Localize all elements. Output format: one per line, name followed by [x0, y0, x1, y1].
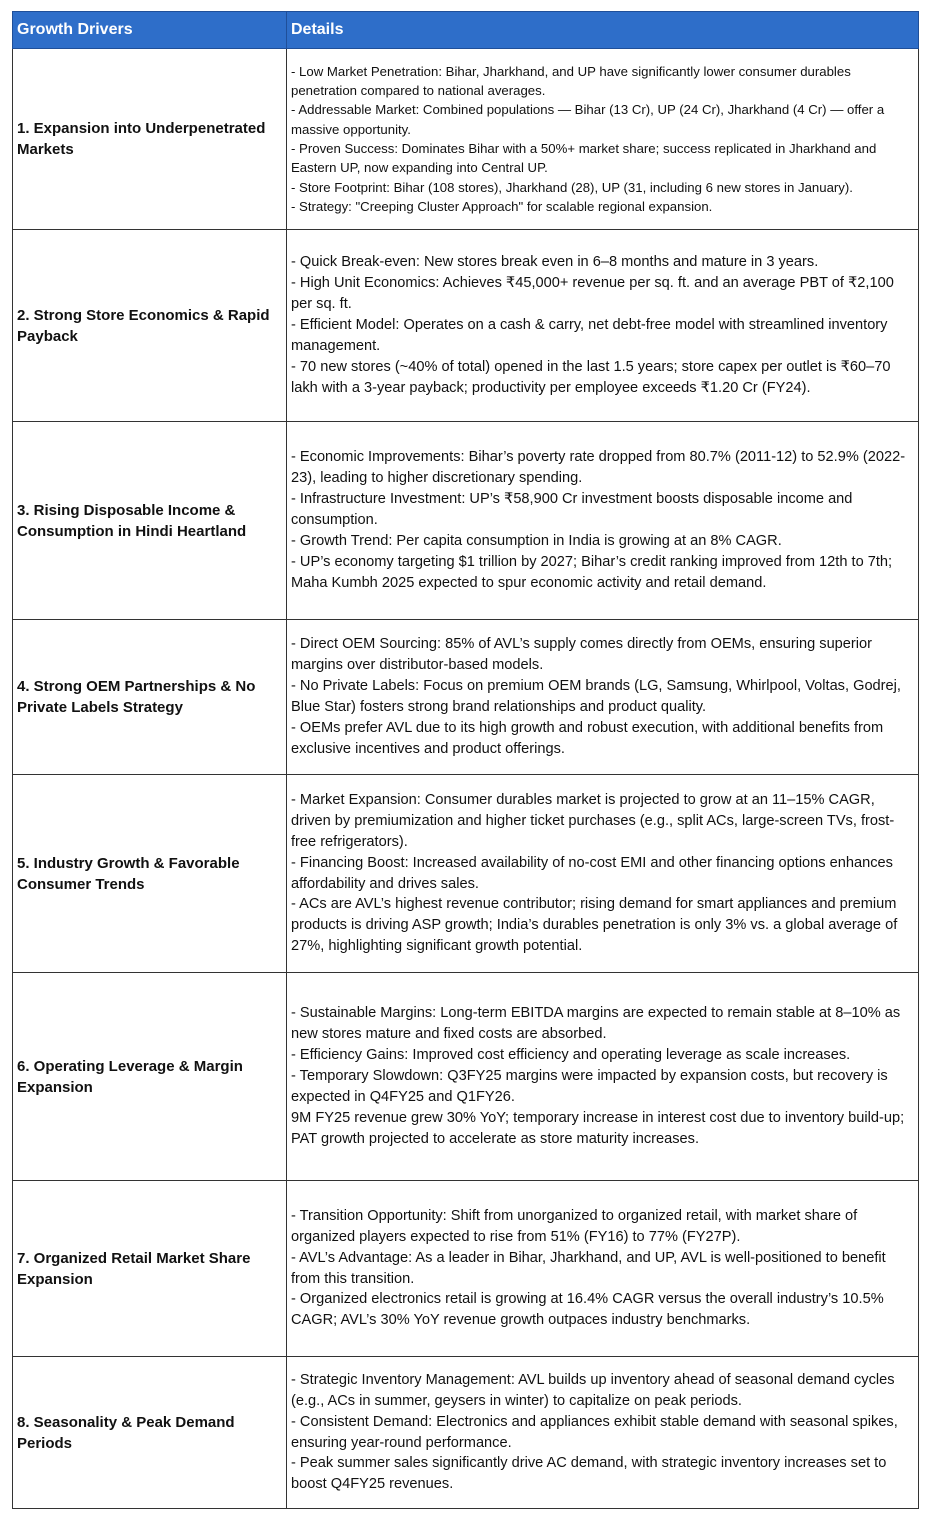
detail-point: - Financing Boost: Increased availability of no-cost EMI and other financing options enhances affordability and drives sales. — [291, 854, 893, 892]
detail-point: - No Private Labels: Focus on premium OEM brands (LG, Samsung, Whirlpool, Voltas, Godrej, Blue Star) fosters strong brand relationships and product quality. — [291, 678, 901, 715]
table-row — [13, 422, 919, 620]
table-row — [13, 1357, 919, 1509]
driver-cell: 3. Rising Disposable Income & Consumption in Hindi Heartland — [13, 422, 287, 620]
growth-drivers-table — [12, 11, 919, 1509]
driver-cell: 2. Strong Store Economics & Rapid Payback — [13, 230, 287, 422]
detail-point: - Growth Trend: Per capita consumption in India is growing at an 8% CAGR. — [291, 532, 782, 549]
detail-point: - Transition Opportunity: Shift from unorganized to organized retail, with market share of organized players expected to rise from 51% (FY16) to 77% (FY27P). — [291, 1207, 858, 1245]
detail-point: - Low Market Penetration: Bihar, Jharkhand, and UP have significantly lower consumer durables penetration compared to national averages. — [291, 63, 851, 99]
detail-point: - Consistent Demand: Electronics and appliances exhibit stable demand with seasonal spikes, ensuring year-round performance. — [291, 1413, 898, 1451]
driver-cell: 1. Expansion into Underpenetrated Markets — [13, 49, 287, 230]
driver-cell: 4. Strong OEM Partnerships & No Private Labels Strategy — [13, 620, 287, 775]
detail-point: - Organized electronics retail is growing at 16.4% CAGR versus the overall industry’s 10.5% CAGR; AVL’s 30% YoY revenue growth outpaces industry benchmarks. — [291, 1291, 884, 1329]
detail-point: - Proven Success: Dominates Bihar with a 50%+ market share; success replicated in Jharkhand and Eastern UP, now expanding into Central UP. — [291, 141, 877, 176]
table-row — [13, 620, 919, 775]
header-details: Details — [287, 12, 919, 49]
details-cell — [287, 422, 919, 620]
detail-point: - Store Footprint: Bihar (108 stores), Jharkhand (28), UP (31, including 6 new stores in January). — [291, 179, 853, 195]
driver-cell: 6. Operating Leverage & Margin Expansion — [13, 973, 287, 1181]
detail-point: - Strategy: "Creeping Cluster Approach" for scalable regional expansion. — [291, 198, 713, 214]
detail-point: - Efficiency Gains: Improved cost efficiency and operating leverage as scale increases. — [291, 1047, 851, 1064]
driver-cell: 5. Industry Growth & Favorable Consumer Trends — [13, 775, 287, 973]
detail-point: - Temporary Slowdown: Q3FY25 margins were impacted by expansion costs, but recovery is expected in Q4FY25 and Q1FY26. — [291, 1068, 888, 1105]
detail-point: - Sustainable Margins: Long-term EBITDA margins are expected to remain stable at 8–10% as new stores mature and fixed costs are absorbed. — [291, 1005, 901, 1043]
detail-point: - Market Expansion: Consumer durables market is projected to grow at an 11–15% CAGR, driven by premiumization and higher ticket purchases (e.g., split ACs, large-screen TVs, frost-free refrigerators). — [291, 791, 895, 850]
table-row — [13, 1181, 919, 1357]
table-row — [13, 49, 919, 230]
details-cell — [287, 1357, 919, 1509]
detail-point: - UP’s economy targeting $1 trillion by 2027; Bihar’s credit ranking improved from 12th to 7th; Maha Kumbh 2025 expected to spur economic activity and retail demand. — [291, 553, 893, 591]
detail-point: - Efficient Model: Operates on a cash & carry, net debt-free model with streamlined inventory management. — [291, 317, 888, 354]
detail-point: - Addressable Market: Combined populations — Bihar (13 Cr), UP (24 Cr), Jharkhand (4 Cr) — offer a massive opportunity. — [291, 102, 885, 137]
details-cell — [287, 49, 919, 230]
table-row — [13, 775, 919, 973]
details-cell — [287, 230, 919, 422]
detail-point: - High Unit Economics: Achieves ₹45,000+ revenue per sq. ft. and an average PBT of ₹2,100 per sq. ft. — [291, 275, 894, 313]
driver-cell: 7. Organized Retail Market Share Expansion — [13, 1181, 287, 1357]
details-cell — [287, 973, 919, 1181]
detail-point: - OEMs prefer AVL due to its high growth and robust execution, with additional benefits from exclusive incentives and product offerings. — [291, 719, 884, 757]
details-cell — [287, 775, 919, 973]
detail-point: - Economic Improvements: Bihar’s poverty rate dropped from 80.7% (2011-12) to 52.9% (2022-23), leading to higher discretionary spending. — [291, 449, 906, 487]
table-row — [13, 230, 919, 422]
detail-point: - Direct OEM Sourcing: 85% of AVL’s supply comes directly from OEMs, ensuring superior margins over distributor-based models. — [291, 636, 872, 674]
detail-point: - Strategic Inventory Management: AVL builds up inventory ahead of seasonal demand cycles (e.g., ACs in summer, geysers in winter) to capitalize on peak periods. — [291, 1371, 895, 1409]
header-row — [13, 12, 919, 49]
details-cell — [287, 620, 919, 775]
details-cell — [287, 1181, 919, 1357]
detail-point: - Quick Break-even: New stores break even in 6–8 months and mature in 3 years. — [291, 254, 819, 271]
detail-point: - ACs are AVL’s highest revenue contributor; rising demand for smart appliances and premium products is driving ASP growth; India’s durables penetration is only 3% vs. a global average of 27%, highlighting significant growth potential. — [291, 896, 898, 955]
detail-point: - 70 new stores (~40% of total) opened in the last 1.5 years; store capex per outlet is ₹60–70 lakh with a 3-year payback; productivity per employee exceeds ₹1.20 Cr (FY24). — [291, 358, 891, 396]
detail-point: - Peak summer sales significantly drive AC demand, with strategic inventory increases set to boost Q4FY25 revenues. — [291, 1455, 887, 1493]
header-growth-drivers: Growth Drivers — [13, 12, 287, 49]
driver-cell: 8. Seasonality & Peak Demand Periods — [13, 1357, 287, 1509]
detail-point: - AVL’s Advantage: As a leader in Bihar, Jharkhand, and UP, AVL is well-positioned to benefit from this transition. — [291, 1249, 886, 1287]
table-row — [13, 973, 919, 1181]
detail-point: - Infrastructure Investment: UP’s ₹58,900 Cr investment boosts disposable income and consumption. — [291, 491, 853, 529]
detail-point: 9M FY25 revenue grew 30% YoY; temporary increase in interest cost due to inventory build-up; PAT growth projected to accelerate as store maturity increases. — [291, 1109, 905, 1147]
